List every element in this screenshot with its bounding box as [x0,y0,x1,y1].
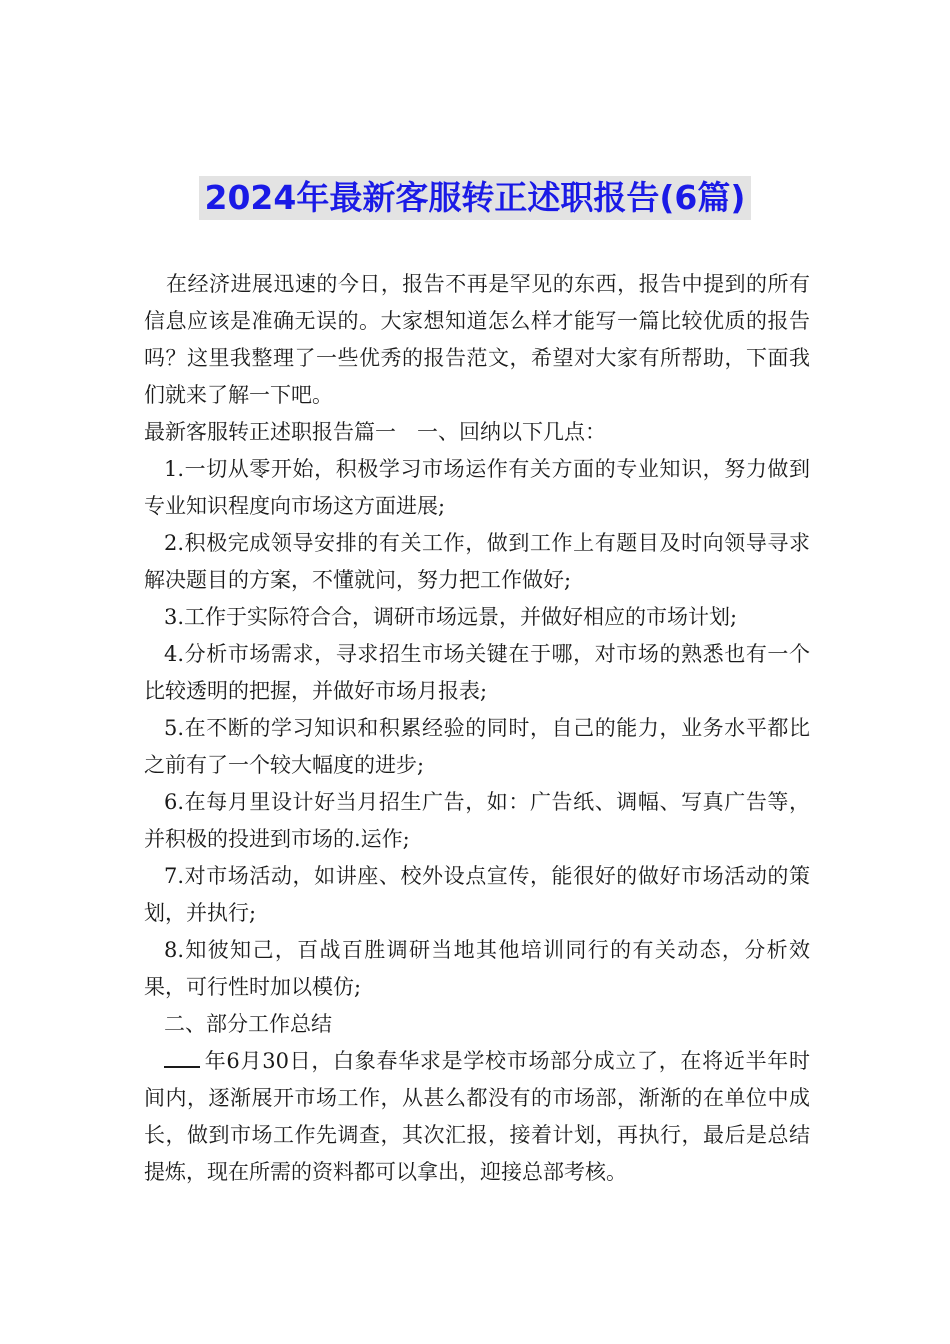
list-item: 4.分析市场需求，寻求招生市场关键在于哪，对市场的熟悉也有一个比较透明的把握，并做好市场月报表; [144,642,810,703]
blank-underline [164,1044,200,1068]
list-item: 2.积极完成领导安排的有关工作，做到工作上有题目及时向领导寻求解决题目的方案，不懂就问，努力把工作做好; [144,531,810,592]
list-item: 3.工作于实际符合合，调研市场远景，并做好相应的市场计划; [164,605,738,629]
list-item: 8.知彼知己，百战百胜调研当地其他培训同行的有关动态，分析效果，可行性时加以模仿; [144,938,810,999]
list-item: 6.在每月里设计好当月招生广告，如：广告纸、调幅、写真广告等，并积极的投进到市场的.运作; [144,790,810,851]
final-paragraph-text: 年6月30日，白象春华求是学校市场部分成立了，在将近半年时间内，逐渐展开市场工作，从甚么都没有的市场部，渐渐的在单位中成长，做到市场工作先调查，其次汇报，接着计划，再执行，最后是总结提炼，现在所需的资料都可以拿出，迎接总部考核。 [144,1049,810,1184]
list-item: 1.一切从零开始，积极学习市场运作有关方面的专业知识，努力做到专业知识程度向市场这方面进展; [144,457,810,518]
list-item: 5.在不断的学习知识和积累经验的同时，自己的能力，业务水平都比之前有了一个较大幅度的进步; [144,716,810,777]
subheading: 二、部分工作总结 [164,1012,332,1036]
title-wrap [0,176,950,220]
intro-paragraph: 在经济进展迅速的今日，报告不再是罕见的东西，报告中提到的所有信息应该是准确无误的。大家想知道怎么样才能写一篇比较优质的报告吗？这里我整理了一些优秀的报告范文，希望对大家有所帮助，下面我们就来了解一下吧。 [144,272,810,407]
document-body [144,266,810,1191]
final-paragraph [144,1043,810,1191]
document-title: 2024年最新客服转正述职报告(6篇) [199,176,752,220]
section-heading: 最新客服转正述职报告篇一 一、回纳以下几点： [144,420,606,444]
list-item: 7.对市场活动，如讲座、校外设点宣传，能很好的做好市场活动的策划，并执行; [144,864,810,925]
